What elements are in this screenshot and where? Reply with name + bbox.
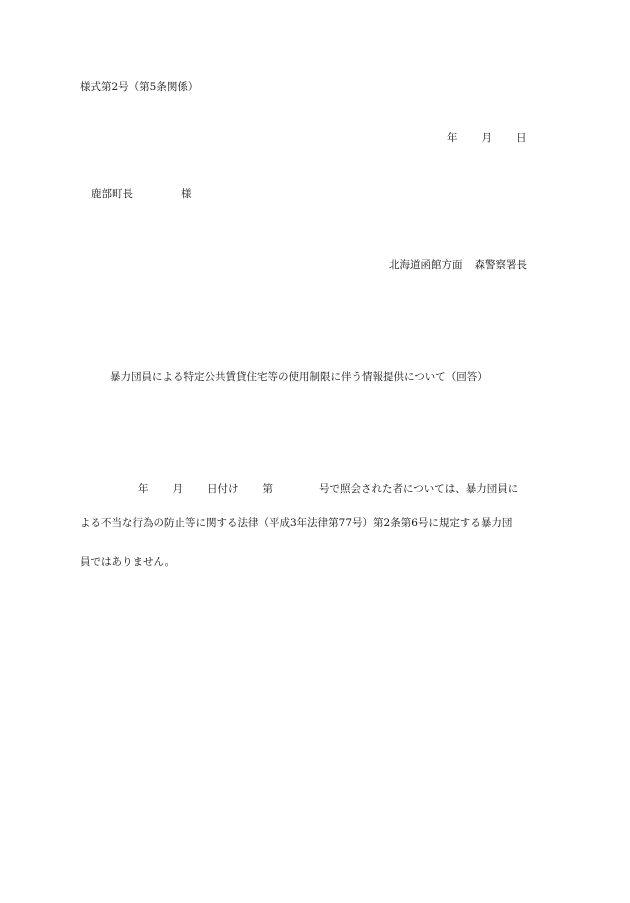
body-line-1 [138,484,518,495]
ref-day-label: 日付け [207,483,239,495]
body-line-2: よる不当な行為の防止等に関する法律（平成3年法律第77号）第2条第6号に規定する暴力団 [80,517,513,529]
document-subject: 暴力団員による特定公共賃貸住宅等の使用制限に伴う情報提供について（回答） [110,371,488,383]
year-label: 年 [447,132,458,144]
date-line [447,133,527,144]
body-line-3: 員ではありません。 [80,556,176,568]
ref-year-label: 年 [138,483,149,495]
body-line-1-text: 号で照会された者については、暴力団員に [319,483,519,495]
ref-month-label: 月 [172,483,183,495]
sender [389,260,527,271]
month-label: 月 [481,132,492,144]
addressee-honorific: 様 [181,188,192,200]
addressee-name: 鹿部町長 [91,188,133,200]
day-label: 日 [516,132,527,144]
ref-no-prefix: 第 [262,483,273,495]
addressee [91,189,192,200]
sender-area: 北海道函館方面 [389,259,463,271]
form-number: 様式第2号（第5条関係） [80,81,199,93]
sender-name: 森警察署長 [474,259,527,271]
